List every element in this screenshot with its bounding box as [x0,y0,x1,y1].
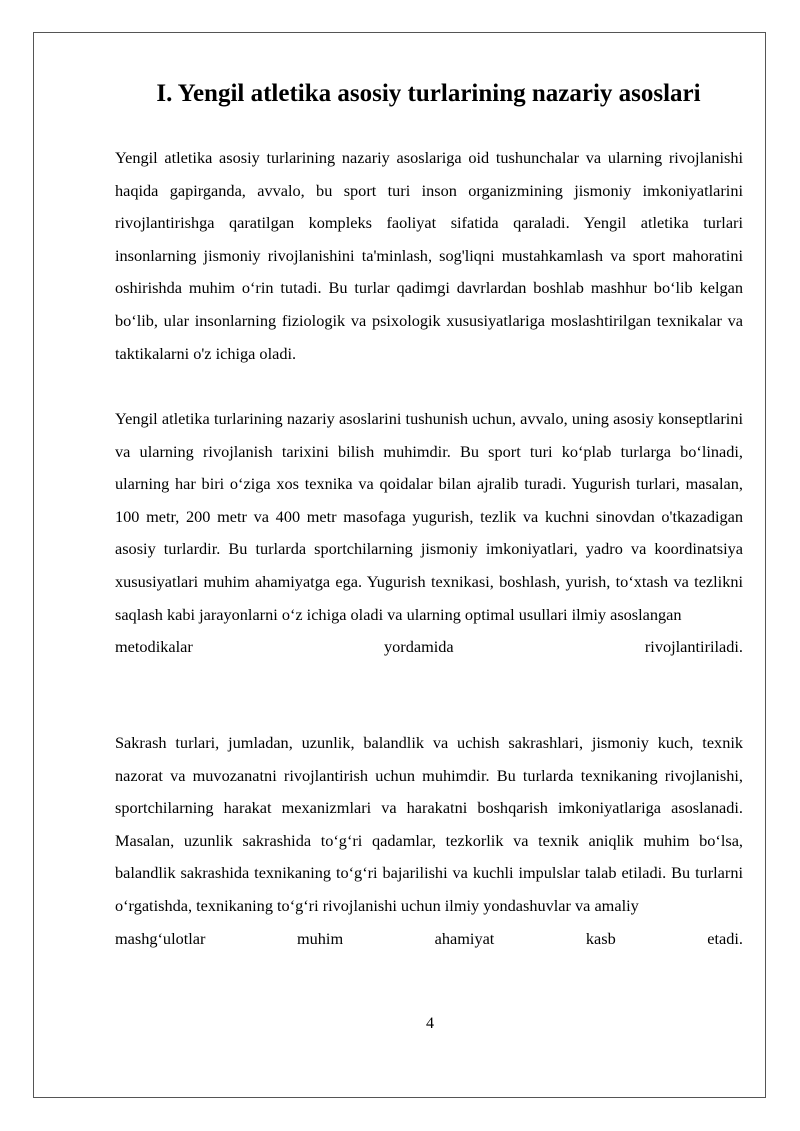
paragraph-3-last-line: mashg‘ulotlar muhim ahamiyat kasb etadi. [115,928,743,948]
paragraph-2-last-line: metodikalar yordamida rivojlantiriladi. [115,637,743,657]
paragraph-2-text: Yengil atletika turlarining nazariy asoslarini tushunish uchun, avvalo, uning asosiy konseptlarini va ularning rivojlanish tarixini bilish muhimdir. Bu sport turi ko‘plab turlarga bo‘linadi, ularning har biri o‘ziga xos texnika va qoidalar bilan ajralib turadi. Yugurish turlari, masalan, 100 metr, 200 metr va 400 metr masofaga yugurish, tezlik va kuchni sinovdan o'tkazadigan asosiy turlardir. Bu turlarda sportchilarning jismoniy imkoniyatlari, yadro va koordinatsiya xususiyatlari muhim ahamiyatga ega. Yugurish texnikasi, boshlash, yurish, to‘xtash va tezlikni saqlash kabi jarayonlarni o‘z ichiga oladi va ularning optimal usullari ilmiy asoslangan [115,409,743,624]
paragraph-1-text: Yengil atletika asosiy turlarining nazariy asoslariga oid tushunchalar va ularning rivojlanishi haqida gapirganda, avvalo, bu sport turi inson organizmining jismoniy imkoniyatlarini rivojlantirishga qaratilgan kompleks faoliyat sifatida qaraladi. Yengil atletika turlari insonlarning jismoniy rivojlanishini ta'minlash, sog'liqni mustahkamlash va sport mahoratini oshirishda muhim o‘rin tutadi. Bu turlar qadimgi davrlardan boshlab mashhur bo‘lib kelgan bo‘lib, ular insonlarning fiziologik va psixologik xususiyatlariga moslashtirilgan texnikalar va taktikalarni o'z ichiga oladi. [115,148,743,363]
paragraph-3-text: Sakrash turlari, jumladan, uzunlik, balandlik va uchish sakrashlari, jismoniy kuch, texnik nazorat va muvozanatni rivojlantirish uchun muhimdir. Bu turlarda texnikaning rivojlanishi, sportchilarning harakat mexanizmlari va harakatni boshqarish imkoniyatlariga asoslanadi. Masalan, uzunlik sakrashida to‘g‘ri qadamlar, tezkorlik va texnik aniqlik muhim bo‘lsa, balandlik sakrashida texnikaning to‘g‘ri bajarilishi va kuchli impulslar talab etiladi. Bu turlarni o‘rgatishda, texnikaning to‘g‘ri rivojlanishi uchun ilmiy yondashuvlar va amaliy [115,733,743,915]
section-heading: I. Yengil atletika asosiy turlarining nazariy asoslari [156,80,701,107]
paragraph-1 [115,142,743,370]
page-number: 4 [426,1015,434,1032]
paragraph-3 [115,727,743,955]
paragraph-2 [115,403,743,664]
